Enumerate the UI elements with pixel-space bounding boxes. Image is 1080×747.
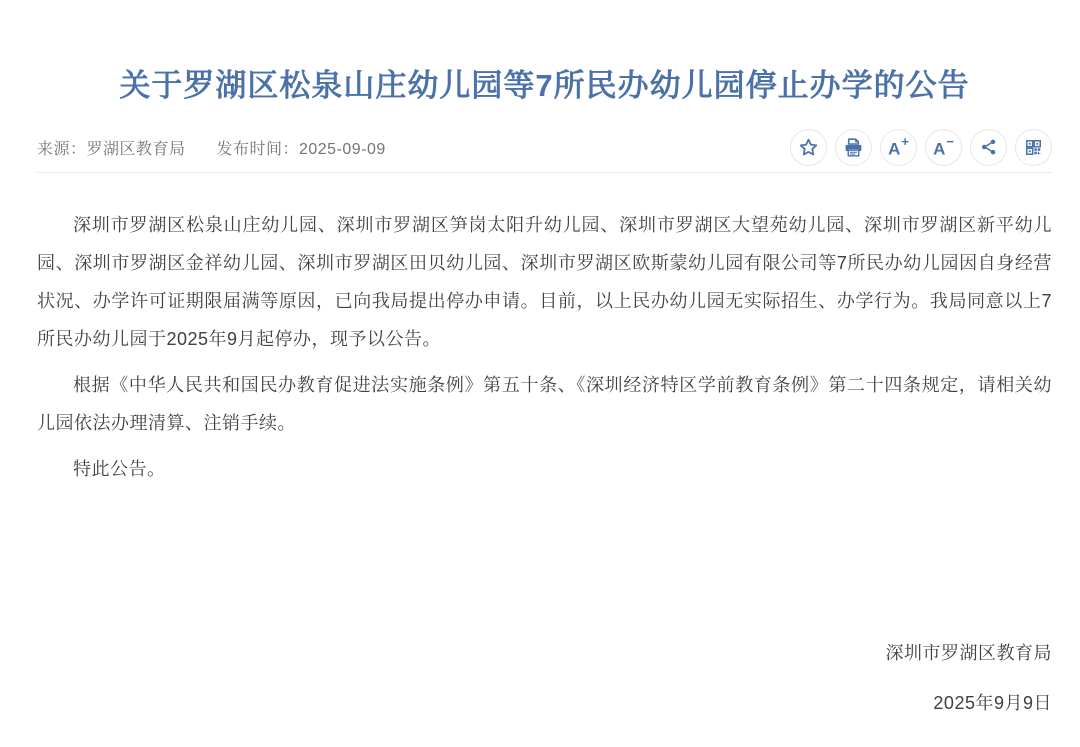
article-meta bbox=[37, 136, 412, 159]
paragraph: 特此公告。 bbox=[73, 459, 166, 479]
font-decrease-label: A− bbox=[933, 133, 954, 159]
star-icon bbox=[798, 137, 819, 158]
font-decrease-button[interactable] bbox=[925, 129, 962, 166]
signature: 深圳市罗湖区教育局 bbox=[885, 643, 1052, 663]
page-title: 关于罗湖区松泉山庄幼儿园等7所民办幼儿园停止办学的公告 bbox=[119, 68, 970, 103]
signature-date: 2025年9月9日 bbox=[933, 693, 1052, 713]
article-meta-row bbox=[37, 128, 1052, 166]
article-toolbar bbox=[790, 129, 1052, 166]
qrcode-icon bbox=[1024, 138, 1043, 157]
printer-icon bbox=[843, 137, 864, 158]
font-increase-label: A+ bbox=[888, 133, 909, 159]
qrcode-button[interactable] bbox=[1015, 129, 1052, 166]
share-button[interactable] bbox=[970, 129, 1007, 166]
paragraph: 深圳市罗湖区松泉山庄幼儿园、深圳市罗湖区笋岗太阳升幼儿园、深圳市罗湖区大望苑幼儿园、深圳市罗湖区新平幼儿园、深圳市罗湖区金祥幼儿园、深圳市罗湖区田贝幼儿园、深圳市罗湖区欧斯蒙幼儿园有限公司等7所民办幼儿园因自身经营状况、办学许可证期限届满等原因，已向我局提出停办申请。目前，以上民办幼儿园无实际招生、办学行为。我局同意以上7所民办幼儿园于2025年9月起停办，现予以公告。 bbox=[37, 215, 1052, 349]
header-divider bbox=[37, 172, 1052, 173]
favorite-button[interactable] bbox=[790, 129, 827, 166]
font-increase-button[interactable] bbox=[880, 129, 917, 166]
print-button[interactable] bbox=[835, 129, 872, 166]
share-icon bbox=[979, 137, 999, 157]
paragraph: 根据《中华人民共和国民办教育促进法实施条例》第五十条、《深圳经济特区学前教育条例》第二十四条规定，请相关幼儿园依法办理清算、注销手续。 bbox=[37, 375, 1052, 433]
article-body bbox=[37, 206, 1052, 718]
meta-publish-time: 发布时间：2025-09-09 bbox=[216, 140, 386, 158]
meta-source: 来源：罗湖区教育局 bbox=[37, 140, 186, 158]
